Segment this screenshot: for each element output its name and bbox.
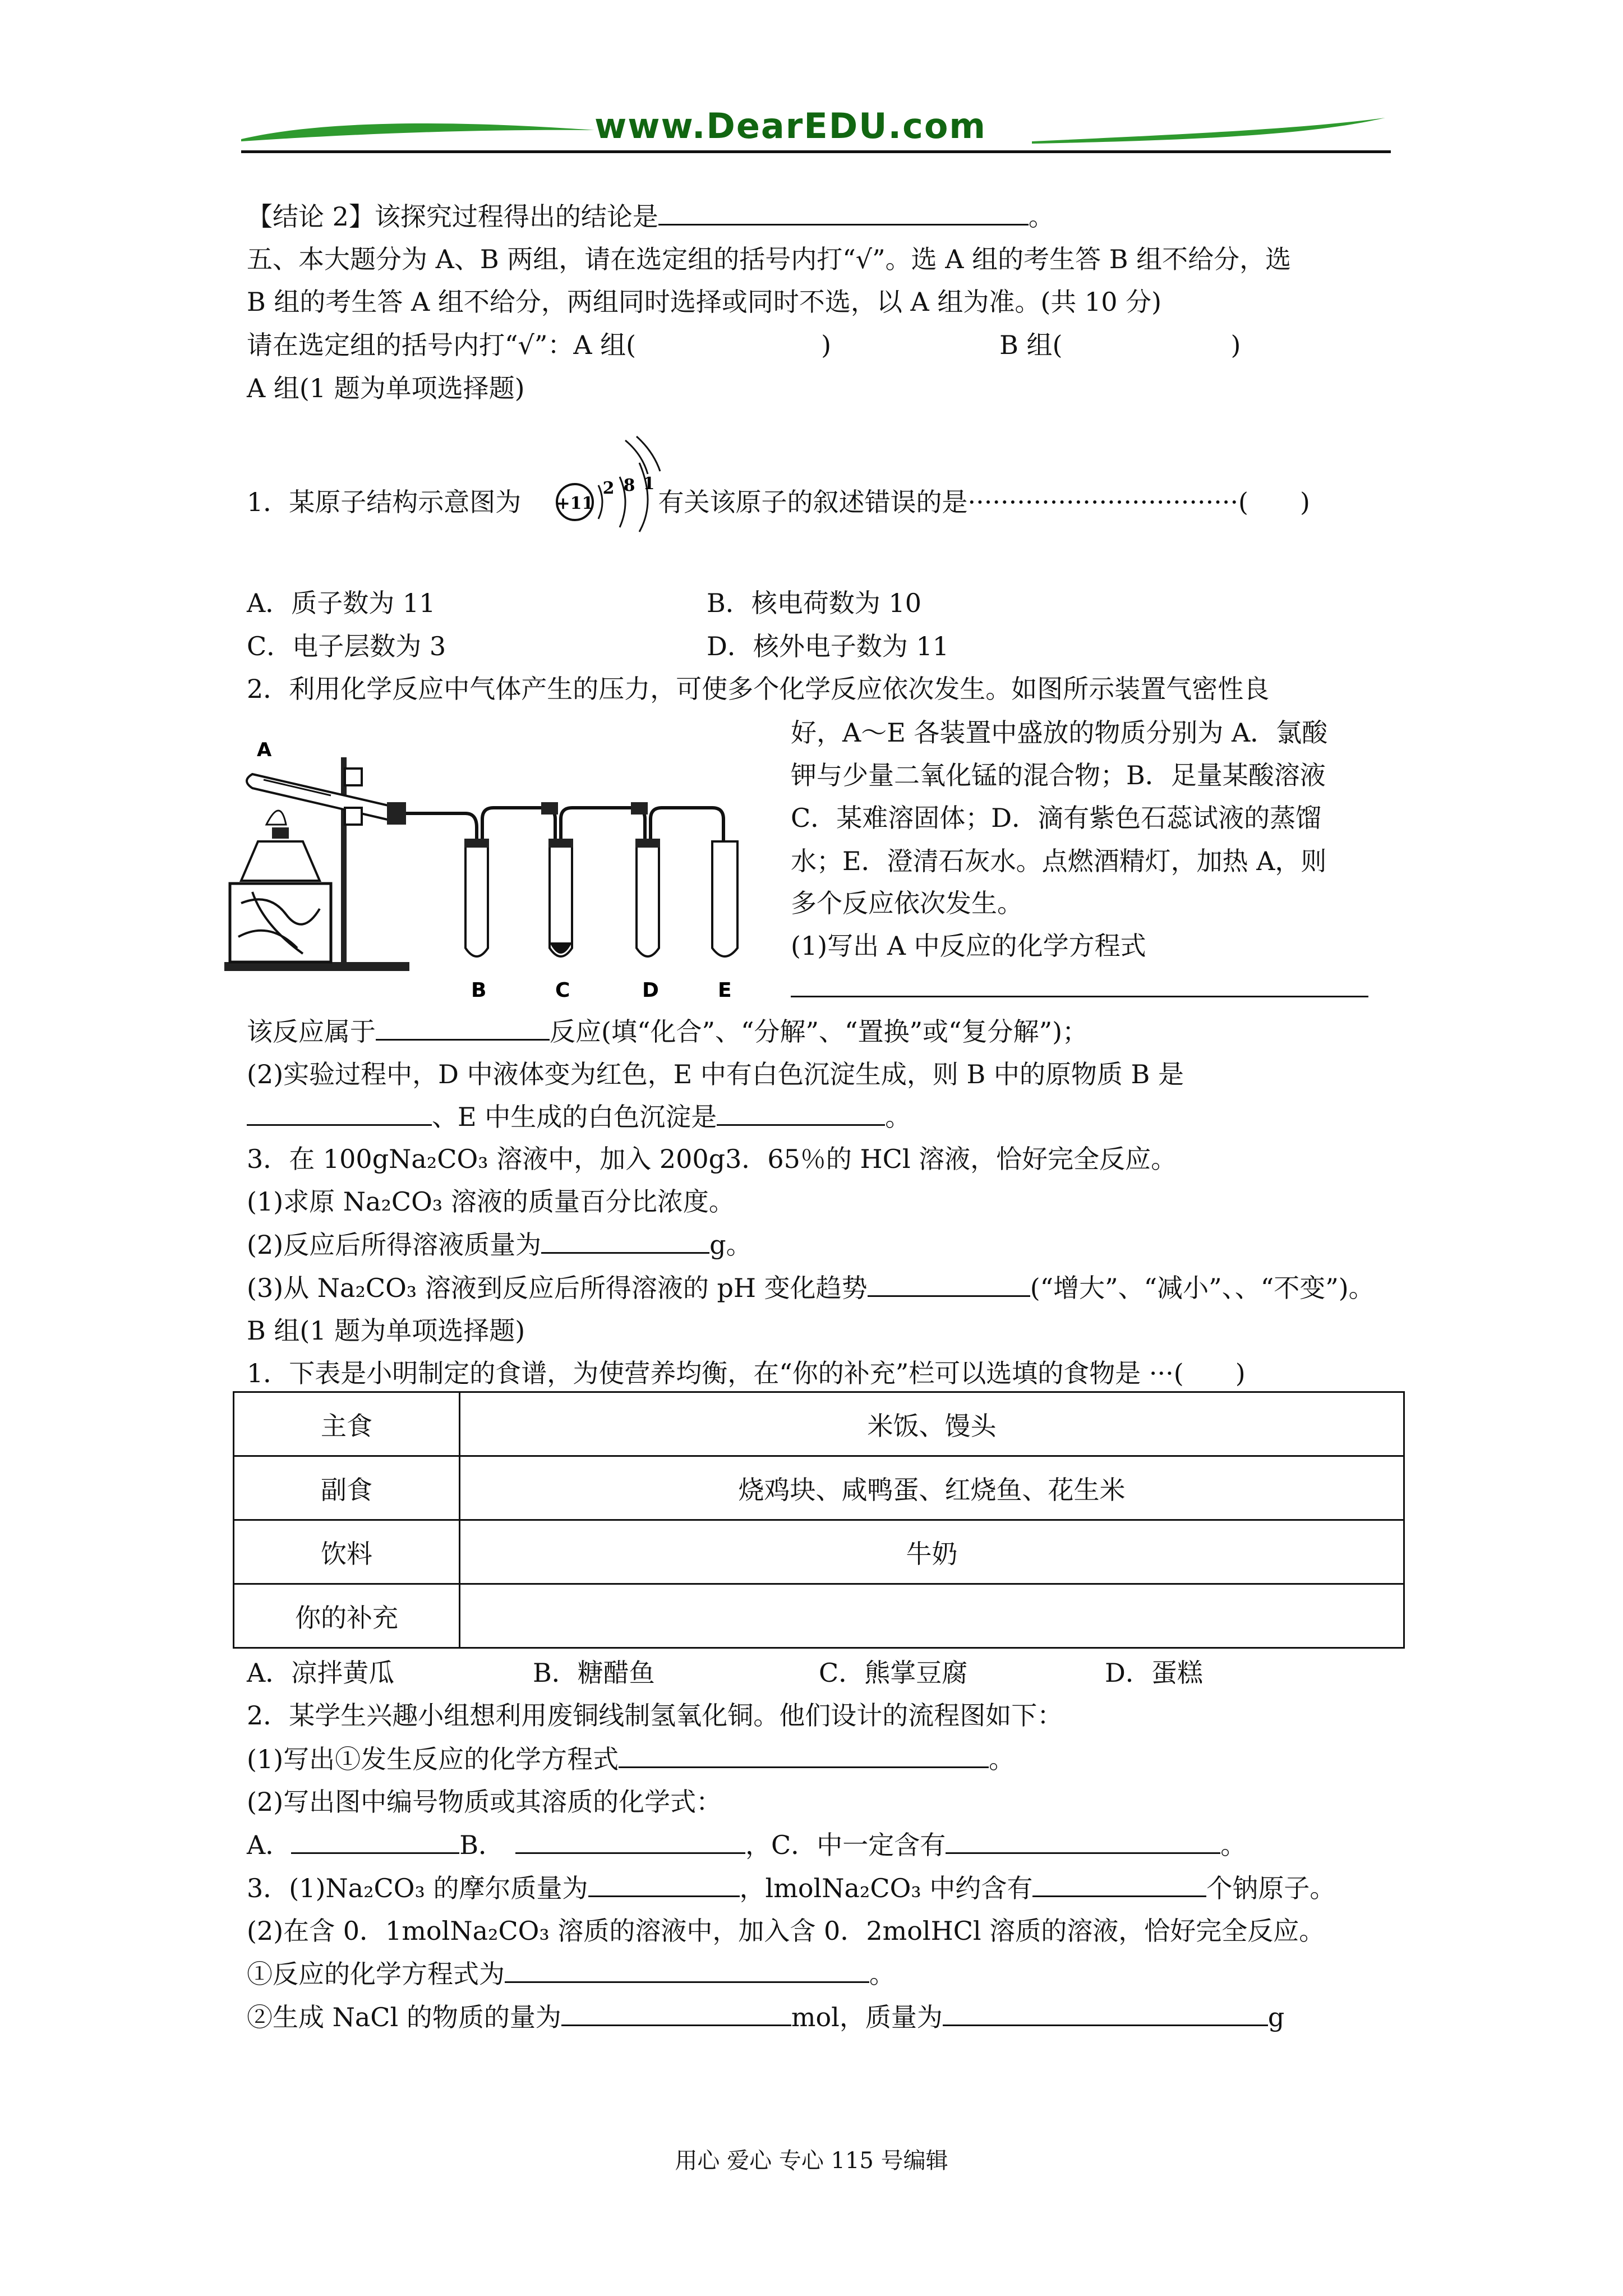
header-swoosh-left [241,107,600,151]
atom-shell-1: 2 [602,478,615,498]
conclusion-line [247,199,1054,233]
section5-line1: 五、本大题分为 A、B 两组，请在选定组的括号内打“√”。选 A 组的考生答 B 组不给分，选 [247,244,1292,274]
formula-a-blank[interactable] [291,1828,459,1854]
substance-b-blank[interactable] [247,1099,432,1126]
p2-mid: 、E 中生成的白色沉淀是 [432,1102,717,1132]
molar-mass-blank[interactable] [588,1871,740,1897]
b-q2-p1-prefix: (1)写出①发生反应的化学方程式 [247,1744,619,1774]
a-q3-p3-prefix: (3)从 Na₂CO₃ 溶液到反应后所得溶液的 pH 变化趋势 [247,1273,868,1303]
a-q3-p2 [247,1227,752,1262]
table-row [234,1456,1404,1520]
atom-nucleus: +11 [556,494,594,513]
header-rule [241,150,1391,153]
reaction-prefix: 该反应属于 [247,1016,376,1047]
a-q3-p1: (1)求原 Na₂CO₃ 溶液的质量百分比浓度。 [247,1186,735,1217]
formula-b-label: B． [459,1830,505,1860]
formula-a-label: A． [247,1830,292,1860]
formula-b-blank[interactable] [515,1828,745,1854]
choose-b-close: ) [1230,330,1241,360]
page-footer: 用心 爱心 专心 115 号编辑 [675,2148,948,2174]
a-q1-prefix: 1．某原子结构示意图为 [247,487,522,517]
a-q1-option-b[interactable]: B．核电荷数为 10 [707,588,921,618]
label-d: D [642,979,659,1002]
formula-c-blank[interactable] [946,1828,1220,1854]
conclusion-blank[interactable] [658,199,1029,226]
b-q3-p1-suffix: 个钠原子。 [1206,1873,1336,1903]
atom-shell-3: 1 [643,474,655,494]
b-q3-s2-suffix: g [1267,2002,1285,2032]
conclusion-prefix: 【结论 2】该探究过程得出的结论是 [247,201,658,232]
b-q1-option-c[interactable]: C．熊掌豆腐 [819,1658,968,1688]
choose-a-close: ) [821,330,832,360]
group-choice-line [247,328,1241,362]
precipitate-blank[interactable] [717,1099,885,1126]
b-q3-s1-prefix: ①反应的化学方程式为 [247,1959,505,1989]
a-q2-p2-line1: (2)实验过程中，D 中液体变为红色，E 中有白色沉淀生成，则 B 中的原物质 B 是 [247,1059,1184,1089]
formula-end: 。 [1220,1830,1247,1860]
conclusion-suffix: 。 [1028,201,1054,232]
a-q1-option-c[interactable]: C．电子层数为 3 [247,631,446,661]
table-cell-label: 主食 [234,1392,460,1456]
choose-a-label: 请在选定组的括号内打“√”：A 组( [247,330,637,360]
a-q2-wrap-1: 好，A～E 各装置中盛放的物质分别为 A．氯酸 [791,717,1328,748]
group-a-title: A 组(1 题为单项选择题) [247,373,525,403]
label-c: C [555,979,570,1002]
b-q3-s2-prefix: ②生成 NaCl 的物质的量为 [247,2002,561,2032]
table-cell-value: 牛奶 [460,1520,1404,1584]
a-q2-wrap-3: C．某难溶固体；D．滴有紫色石蕊试液的蒸馏 [791,803,1322,833]
b-q3-s2 [247,2000,1284,2034]
a-q2-equation-blank[interactable] [791,973,1368,997]
a-q2-wrap-6: (1)写出 A 中反应的化学方程式 [791,931,1146,961]
table-cell-label: 你的补充 [234,1584,460,1648]
b-q3-p1 [247,1871,1335,1905]
a-q2-line1: 2．利用化学反应中气体产生的压力，可使多个化学反应依次发生。如图所示装置气密性良 [247,674,1270,704]
a-q3-p2-prefix: (2)反应后所得溶液质量为 [247,1230,542,1260]
sodium-atoms-blank[interactable] [1032,1871,1206,1897]
table-row [234,1520,1404,1584]
equation-2-blank[interactable] [505,1957,869,1983]
b-q1-option-a[interactable]: A．凉拌黄瓜 [247,1658,395,1688]
site-logo: www.DearEDU.com [594,105,987,146]
nacl-mass-blank[interactable] [943,2000,1268,2026]
a-q1-suffix: 有关该原子的叙述错误的是·································( ) [658,487,1310,517]
b-q2-p1-suffix: 。 [989,1744,1015,1774]
atom-shell-2: 8 [623,476,635,495]
table-cell-label: 副食 [234,1456,460,1520]
label-a: A [257,739,272,761]
b-q3-s1 [247,1957,895,1991]
menu-table [233,1391,1405,1649]
a-q2-wrap-2: 钾与少量二氧化锰的混合物；B．足量某酸溶液 [791,760,1326,790]
solution-mass-blank[interactable] [541,1227,709,1254]
formula-c-label: ，C．中一定含有 [745,1830,946,1860]
b-q1-option-d[interactable]: D．蛋糕 [1105,1658,1203,1688]
b-q2-p1 [247,1742,1015,1776]
a-q1-option-a[interactable]: A．质子数为 11 [247,588,436,618]
a-q2-p2-line2 [247,1099,911,1134]
reaction-suffix: 反应(填“化合”、“分解”、“置换”或“复分解”)； [550,1016,1089,1047]
group-b-title: B 组(1 题为单项选择题) [247,1315,525,1346]
nacl-moles-blank[interactable] [561,2000,791,2026]
table-cell-value: 烧鸡块、咸鸭蛋、红烧鱼、花生米 [460,1456,1404,1520]
table-row [234,1392,1404,1456]
b-q2-formulas [247,1828,1246,1862]
a-q2-wrap-5: 多个反应依次发生。 [791,888,1023,918]
table-row [234,1584,1404,1648]
apparatus-diagram [219,724,780,1010]
a-q3-p3-suffix: (“增大”、“减小”、、“不变”)。 [1030,1273,1375,1303]
header-swoosh-right [1032,107,1391,151]
a-q3-line1: 3．在 100gNa₂CO₃ 溶液中，加入 200g3．65％的 HCl 溶液，恰好完全反应。 [247,1144,1177,1174]
atom-structure-diagram [552,432,676,533]
table-cell-label: 饮料 [234,1520,460,1584]
a-q1-option-d[interactable]: D．核外电子数为 11 [707,631,949,661]
table-cell-value[interactable] [460,1584,1404,1648]
label-e: E [718,979,732,1002]
reaction-type-blank[interactable] [376,1014,550,1041]
b-q3-s1-suffix: 。 [869,1959,895,1989]
ph-trend-blank[interactable] [868,1271,1030,1297]
b-q1-stem: 1．下表是小明制定的食谱，为使营养均衡，在“你的补充”栏可以选填的食物是 ···( ) [247,1358,1246,1388]
p2-end: 。 [885,1102,911,1132]
b-q1-option-b[interactable]: B．糖醋鱼 [533,1658,655,1688]
section5-line2: B 组的考生答 A 组不给分，两组同时选择或同时不选，以 A 组为准。(共 10 分) [247,287,1162,317]
b-q2-p2: (2)写出图中编号物质或其溶质的化学式： [247,1787,722,1817]
equation-1-blank[interactable] [619,1742,989,1768]
a-q3-p2-suffix: g。 [709,1230,752,1260]
table-cell-value: 米饭、馒头 [460,1392,1404,1456]
a-q2-reaction-type [247,1014,1088,1048]
a-q1-stem [247,485,1310,519]
b-q3-p1-mid: ，lmolNa₂CO₃ 中约含有 [739,1873,1033,1903]
b-q2-stem: 2．某学生兴趣小组想利用废铜线制氢氧化铜。他们设计的流程图如下： [247,1700,1063,1731]
b-q3-s2-mid: mol，质量为 [791,2002,943,2032]
b-q3-p1-prefix: 3．(1)Na₂CO₃ 的摩尔质量为 [247,1873,588,1903]
label-b: B [471,979,487,1002]
a-q2-wrap-4: 水；E．澄清石灰水。点燃酒精灯，加热 A，则 [791,846,1327,876]
b-q3-p2: (2)在含 0．1molNa₂CO₃ 溶质的溶液中，加入含 0．2molHCl 溶质的溶液，恰好完全反应。 [247,1916,1325,1946]
choose-b-label: B 组( [999,330,1063,360]
a-q3-p3 [247,1271,1375,1305]
